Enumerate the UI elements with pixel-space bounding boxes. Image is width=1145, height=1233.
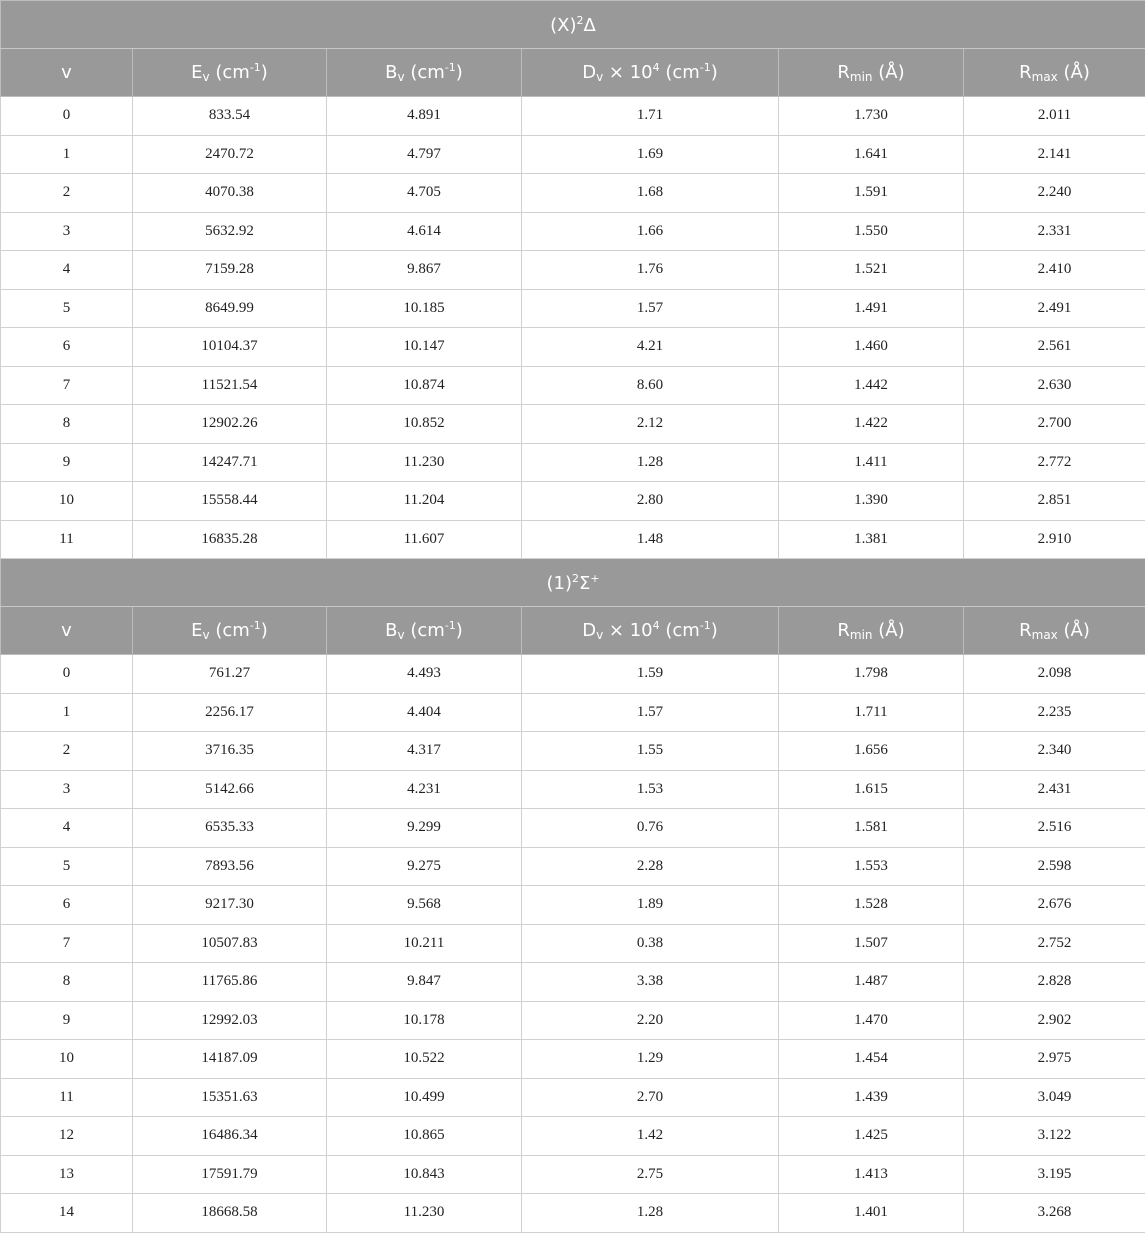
table-row — [1, 212, 1145, 251]
table-row — [1, 251, 1145, 290]
section-title-row — [1, 559, 1145, 607]
column-header-row — [1, 607, 1145, 655]
cell-rmin: 1.641 — [779, 135, 964, 174]
table-row — [1, 174, 1145, 213]
cell-dv: 0.76 — [522, 809, 779, 848]
header-ev: $E_v$ $(cm^{-1})$ — [133, 607, 327, 655]
cell-bv: 4.493 — [327, 655, 522, 694]
cell-bv: 11.230 — [327, 1194, 522, 1233]
cell-dv: 2.28 — [522, 847, 779, 886]
cell-rmin: 1.656 — [779, 732, 964, 771]
column-header-row — [1, 49, 1145, 97]
cell-dv: 1.42 — [522, 1117, 779, 1156]
cell-v: 4 — [1, 809, 133, 848]
cell-ev: 5632.92 — [133, 212, 327, 251]
table-row — [1, 693, 1145, 732]
cell-dv: 1.48 — [522, 520, 779, 559]
cell-bv: 4.797 — [327, 135, 522, 174]
cell-rmax: 2.331 — [964, 212, 1145, 251]
table-row — [1, 405, 1145, 444]
cell-v: 10 — [1, 1040, 133, 1079]
table-row — [1, 1040, 1145, 1079]
cell-ev: 8649.99 — [133, 289, 327, 328]
cell-v: 3 — [1, 770, 133, 809]
cell-rmax: 2.828 — [964, 963, 1145, 1002]
cell-ev: 12902.26 — [133, 405, 327, 444]
section-title-title-sup: 2 — [577, 14, 584, 27]
header-rmax: $R_{max}$ (Å) — [964, 49, 1145, 97]
cell-ev: 12992.03 — [133, 1001, 327, 1040]
section-title-title-sup: 2 — [572, 572, 579, 585]
cell-rmin: 1.507 — [779, 924, 964, 963]
cell-rmax: 2.676 — [964, 886, 1145, 925]
cell-dv: 1.68 — [522, 174, 779, 213]
cell-rmax: 2.772 — [964, 443, 1145, 482]
cell-bv: 10.522 — [327, 1040, 522, 1079]
cell-rmin: 1.425 — [779, 1117, 964, 1156]
cell-rmax: 2.598 — [964, 847, 1145, 886]
cell-dv: 0.38 — [522, 924, 779, 963]
cell-bv: 10.178 — [327, 1001, 522, 1040]
cell-ev: 14187.09 — [133, 1040, 327, 1079]
section-title-title-post: Δ — [584, 15, 596, 36]
cell-ev: 2470.72 — [133, 135, 327, 174]
cell-rmin: 1.487 — [779, 963, 964, 1002]
cell-v: 1 — [1, 135, 133, 174]
table-row — [1, 924, 1145, 963]
section-title-title-pre: (X) — [550, 15, 576, 36]
cell-ev: 833.54 — [133, 97, 327, 136]
table-row — [1, 328, 1145, 367]
cell-rmax: 2.561 — [964, 328, 1145, 367]
cell-bv: 9.867 — [327, 251, 522, 290]
cell-v: 11 — [1, 520, 133, 559]
cell-bv: 9.299 — [327, 809, 522, 848]
cell-bv: 11.230 — [327, 443, 522, 482]
cell-ev: 6535.33 — [133, 809, 327, 848]
table-row — [1, 97, 1145, 136]
table-row — [1, 135, 1145, 174]
cell-ev: 17591.79 — [133, 1155, 327, 1194]
header-bv: $B_v$ $(cm^{-1})$ — [327, 49, 522, 97]
cell-rmin: 1.615 — [779, 770, 964, 809]
cell-bv: 10.147 — [327, 328, 522, 367]
table-row — [1, 1078, 1145, 1117]
cell-bv: 11.204 — [327, 482, 522, 521]
cell-dv: 2.80 — [522, 482, 779, 521]
cell-v: 6 — [1, 886, 133, 925]
table-row — [1, 770, 1145, 809]
cell-dv: 1.66 — [522, 212, 779, 251]
cell-rmax: 2.910 — [964, 520, 1145, 559]
cell-v: 12 — [1, 1117, 133, 1156]
cell-rmax: 2.902 — [964, 1001, 1145, 1040]
section-title — [1, 559, 1145, 607]
cell-rmax: 2.516 — [964, 809, 1145, 848]
cell-ev: 11521.54 — [133, 366, 327, 405]
cell-ev: 7159.28 — [133, 251, 327, 290]
header-rmin: $R_{min}$ (Å) — [779, 49, 964, 97]
cell-bv: 4.404 — [327, 693, 522, 732]
cell-rmin: 1.711 — [779, 693, 964, 732]
cell-ev: 11765.86 — [133, 963, 327, 1002]
cell-bv: 10.185 — [327, 289, 522, 328]
cell-dv: 1.71 — [522, 97, 779, 136]
header-dv: $D_v \times 10^4$ $(cm^{-1})$ — [522, 49, 779, 97]
cell-bv: 10.843 — [327, 1155, 522, 1194]
cell-bv: 10.852 — [327, 405, 522, 444]
cell-bv: 9.275 — [327, 847, 522, 886]
cell-ev: 10507.83 — [133, 924, 327, 963]
cell-v: 10 — [1, 482, 133, 521]
cell-bv: 4.614 — [327, 212, 522, 251]
table-row — [1, 1117, 1145, 1156]
cell-v: 8 — [1, 963, 133, 1002]
table-row — [1, 655, 1145, 694]
section-title — [1, 1, 1145, 49]
table-row — [1, 1155, 1145, 1194]
cell-dv: 1.28 — [522, 1194, 779, 1233]
cell-bv: 10.499 — [327, 1078, 522, 1117]
table-row — [1, 1194, 1145, 1233]
cell-dv: 1.57 — [522, 289, 779, 328]
cell-v: 7 — [1, 924, 133, 963]
cell-ev: 14247.71 — [133, 443, 327, 482]
cell-ev: 761.27 — [133, 655, 327, 694]
cell-v: 14 — [1, 1194, 133, 1233]
cell-rmax: 2.700 — [964, 405, 1145, 444]
header-v: v — [1, 49, 133, 97]
cell-bv: 4.705 — [327, 174, 522, 213]
cell-ev: 4070.38 — [133, 174, 327, 213]
cell-v: 2 — [1, 174, 133, 213]
cell-rmax: 2.410 — [964, 251, 1145, 290]
cell-dv: 8.60 — [522, 366, 779, 405]
cell-rmin: 1.730 — [779, 97, 964, 136]
header-rmin: $R_{min}$ (Å) — [779, 607, 964, 655]
cell-ev: 9217.30 — [133, 886, 327, 925]
cell-rmax: 2.975 — [964, 1040, 1145, 1079]
cell-rmin: 1.439 — [779, 1078, 964, 1117]
cell-dv: 2.12 — [522, 405, 779, 444]
table-row — [1, 366, 1145, 405]
section-title-row — [1, 1, 1145, 49]
cell-dv: 1.57 — [522, 693, 779, 732]
cell-v: 0 — [1, 655, 133, 694]
cell-rmin: 1.491 — [779, 289, 964, 328]
cell-rmax: 2.340 — [964, 732, 1145, 771]
header-dv: $D_v \times 10^4$ $(cm^{-1})$ — [522, 607, 779, 655]
section-title-title-sup2: + — [590, 572, 599, 585]
cell-rmax: 3.268 — [964, 1194, 1145, 1233]
cell-dv: 1.69 — [522, 135, 779, 174]
cell-rmin: 1.521 — [779, 251, 964, 290]
table-row — [1, 809, 1145, 848]
cell-rmax: 2.240 — [964, 174, 1145, 213]
cell-rmax: 2.491 — [964, 289, 1145, 328]
cell-rmin: 1.422 — [779, 405, 964, 444]
cell-rmin: 1.553 — [779, 847, 964, 886]
cell-rmax: 3.049 — [964, 1078, 1145, 1117]
cell-dv: 2.75 — [522, 1155, 779, 1194]
table-row — [1, 520, 1145, 559]
cell-rmax: 2.141 — [964, 135, 1145, 174]
cell-rmin: 1.454 — [779, 1040, 964, 1079]
cell-rmin: 1.798 — [779, 655, 964, 694]
section-title-title-pre: (1) — [546, 573, 572, 594]
cell-dv: 1.89 — [522, 886, 779, 925]
cell-v: 2 — [1, 732, 133, 771]
cell-ev: 7893.56 — [133, 847, 327, 886]
cell-rmin: 1.528 — [779, 886, 964, 925]
cell-ev: 15558.44 — [133, 482, 327, 521]
cell-ev: 3716.35 — [133, 732, 327, 771]
cell-rmin: 1.460 — [779, 328, 964, 367]
cell-bv: 9.568 — [327, 886, 522, 925]
table-row — [1, 847, 1145, 886]
cell-dv: 2.20 — [522, 1001, 779, 1040]
cell-rmax: 2.630 — [964, 366, 1145, 405]
table-row — [1, 963, 1145, 1002]
cell-rmax: 2.851 — [964, 482, 1145, 521]
cell-v: 0 — [1, 97, 133, 136]
cell-rmax: 2.431 — [964, 770, 1145, 809]
cell-dv: 1.59 — [522, 655, 779, 694]
cell-rmin: 1.413 — [779, 1155, 964, 1194]
cell-v: 5 — [1, 289, 133, 328]
cell-v: 4 — [1, 251, 133, 290]
cell-bv: 11.607 — [327, 520, 522, 559]
cell-v: 1 — [1, 693, 133, 732]
cell-rmin: 1.442 — [779, 366, 964, 405]
cell-v: 8 — [1, 405, 133, 444]
cell-dv: 2.70 — [522, 1078, 779, 1117]
cell-dv: 1.28 — [522, 443, 779, 482]
table-row — [1, 886, 1145, 925]
cell-ev: 2256.17 — [133, 693, 327, 732]
cell-ev: 18668.58 — [133, 1194, 327, 1233]
cell-rmax: 2.235 — [964, 693, 1145, 732]
cell-ev: 5142.66 — [133, 770, 327, 809]
cell-ev: 16486.34 — [133, 1117, 327, 1156]
cell-dv: 3.38 — [522, 963, 779, 1002]
header-rmax: $R_{max}$ (Å) — [964, 607, 1145, 655]
table-row — [1, 732, 1145, 771]
cell-v: 7 — [1, 366, 133, 405]
cell-dv: 4.21 — [522, 328, 779, 367]
table-row — [1, 482, 1145, 521]
cell-dv: 1.29 — [522, 1040, 779, 1079]
cell-ev: 10104.37 — [133, 328, 327, 367]
header-ev: $E_v$ $(cm^{-1})$ — [133, 49, 327, 97]
cell-rmax: 2.752 — [964, 924, 1145, 963]
cell-rmax: 2.098 — [964, 655, 1145, 694]
cell-v: 11 — [1, 1078, 133, 1117]
cell-bv: 10.211 — [327, 924, 522, 963]
header-bv: $B_v$ $(cm^{-1})$ — [327, 607, 522, 655]
cell-dv: 1.76 — [522, 251, 779, 290]
cell-v: 9 — [1, 443, 133, 482]
cell-bv: 9.847 — [327, 963, 522, 1002]
cell-bv: 10.865 — [327, 1117, 522, 1156]
cell-rmin: 1.411 — [779, 443, 964, 482]
cell-ev: 15351.63 — [133, 1078, 327, 1117]
cell-bv: 4.231 — [327, 770, 522, 809]
table-body — [1, 1, 1145, 1233]
cell-dv: 1.55 — [522, 732, 779, 771]
table-row — [1, 443, 1145, 482]
cell-ev: 16835.28 — [133, 520, 327, 559]
table-row — [1, 289, 1145, 328]
cell-bv: 10.874 — [327, 366, 522, 405]
cell-rmax: 3.122 — [964, 1117, 1145, 1156]
header-v: v — [1, 607, 133, 655]
cell-v: 5 — [1, 847, 133, 886]
cell-bv: 4.317 — [327, 732, 522, 771]
cell-v: 9 — [1, 1001, 133, 1040]
cell-v: 6 — [1, 328, 133, 367]
cell-bv: 4.891 — [327, 97, 522, 136]
cell-rmax: 2.011 — [964, 97, 1145, 136]
cell-rmin: 1.470 — [779, 1001, 964, 1040]
cell-rmin: 1.381 — [779, 520, 964, 559]
cell-rmax: 3.195 — [964, 1155, 1145, 1194]
cell-rmin: 1.390 — [779, 482, 964, 521]
cell-v: 13 — [1, 1155, 133, 1194]
cell-rmin: 1.550 — [779, 212, 964, 251]
cell-rmin: 1.401 — [779, 1194, 964, 1233]
table-row — [1, 1001, 1145, 1040]
cell-dv: 1.53 — [522, 770, 779, 809]
section-title-title-post: Σ — [579, 573, 590, 594]
cell-v: 3 — [1, 212, 133, 251]
cell-rmin: 1.581 — [779, 809, 964, 848]
cell-rmin: 1.591 — [779, 174, 964, 213]
